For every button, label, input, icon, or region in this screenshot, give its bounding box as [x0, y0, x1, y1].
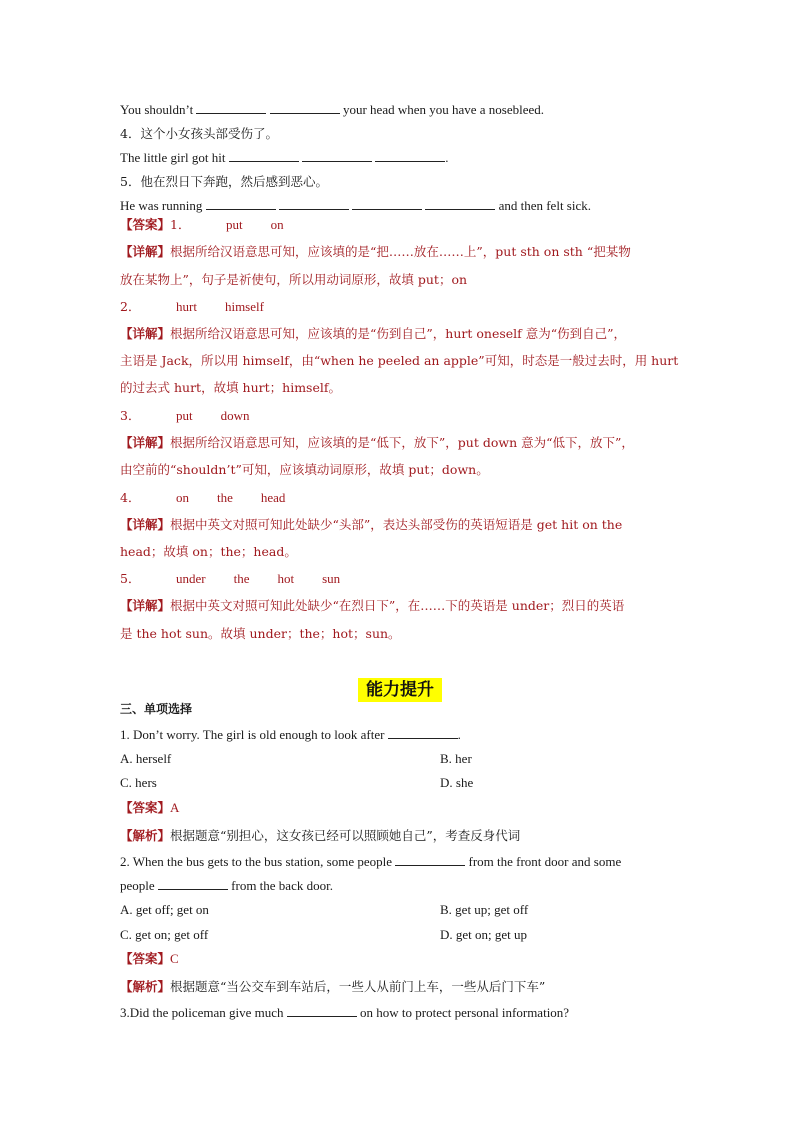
mcq-2-option-c: C. get on; get off: [120, 927, 209, 942]
detail-2-line-1: 【详解】根据所给汉语意思可知，应该填的是“伤到自己”，hurt oneself 意为“伤到自己”，: [120, 326, 627, 341]
answer-1: 【答案】1． put on: [120, 217, 284, 232]
mcq-2-stem-line-1: 2. When the bus gets to the bus station, some people from the front door and some: [120, 854, 622, 869]
mcq-2-stem-line-2: people from the back door.: [120, 878, 333, 893]
question-4-english: The little girl got hit .: [120, 150, 449, 165]
answer-blank: [196, 100, 266, 114]
answer-blank: [206, 196, 276, 210]
detail-3-line-2: 由空前的“shouldn’t”可知，应该填动词原形，故填 put；down。: [120, 462, 489, 477]
detail-5-line-1: 【详解】根据中英文对照可知此处缺少“在烈日下”，在……下的英语是 under；烈日的英语: [120, 598, 625, 613]
mcq-1-option-a: A. herself: [120, 751, 172, 766]
mcq-2-answer: 【答案】C: [120, 951, 179, 966]
question-5-chinese: 5．他在烈日下奔跑，然后感到恶心。: [120, 174, 328, 189]
mcq-2-option-d: D. get on; get up: [440, 927, 528, 942]
answer-blank: [425, 196, 495, 210]
answer-2: 2． hurt himself: [120, 299, 264, 314]
detail-1-line-2: 放在某物上”，句子是祈使句，所以用动词原形，故填 put；on: [120, 272, 468, 287]
detail-4-line-1: 【详解】根据中英文对照可知此处缺少“头部”，表达头部受伤的英语短语是 get hit on the: [120, 517, 623, 532]
mcq-1-option-d: D. she: [440, 775, 474, 790]
answer-blank: [388, 725, 458, 739]
section-title: 能力提升: [358, 678, 442, 702]
answer-blank: [375, 148, 445, 162]
answer-blank: [395, 852, 465, 866]
answer-blank: [352, 196, 422, 210]
detail-2-line-3: 的过去式 hurt，故填 hurt；himself。: [120, 380, 341, 395]
detail-5-line-2: 是 the hot sun。故填 under；the；hot；sun。: [120, 626, 401, 641]
mcq-1-answer: 【答案】A: [120, 800, 180, 815]
detail-2-line-2: 主语是 Jack，所以用 himself，由“when he peeled an apple”可知，时态是一般过去时，用 hurt: [120, 353, 679, 368]
question-3-english: You shouldn’t your head when you have a nosebleed.: [120, 102, 545, 117]
mcq-1-option-b: B. her: [440, 751, 472, 766]
question-5-english: He was running and then felt sick.: [120, 198, 591, 213]
answer-blank: [287, 1003, 357, 1017]
answer-blank: [270, 100, 340, 114]
answer-5: 5． under the hot sun: [120, 571, 341, 586]
detail-1-line-1: 【详解】根据所给汉语意思可知，应该填的是“把……放在……上”，put sth on sth “把某物: [120, 244, 631, 259]
detail-4-line-2: head；故填 on；the；head。: [120, 544, 297, 559]
answer-blank: [229, 148, 299, 162]
detail-3-line-1: 【详解】根据所给汉语意思可知，应该填的是“低下，放下”，put down 意为“低下，放下”，: [120, 435, 634, 450]
mcq-2-option-b: B. get up; get off: [440, 902, 529, 917]
section-subtitle: 三、单项选择: [120, 702, 193, 716]
answer-3: 3． put down: [120, 408, 250, 423]
mcq-3-stem: 3.Did the policeman give much on how to protect personal information?: [120, 1005, 570, 1020]
mcq-2-option-a: A. get off; get on: [120, 902, 209, 917]
mcq-2-analysis: 【解析】根据题意“当公交车到车站后，一些人从前门上车，一些从后门下车”: [120, 979, 546, 994]
mcq-1-stem: 1. Don’t worry. The girl is old enough to look after .: [120, 727, 461, 742]
mcq-1-analysis: 【解析】根据题意“别担心，这女孩已经可以照顾她自己”，考查反身代词: [120, 828, 521, 843]
question-4-chinese: 4．这个小女孩头部受伤了。: [120, 126, 278, 141]
answer-blank: [279, 196, 349, 210]
answer-blank: [158, 876, 228, 890]
answer-blank: [302, 148, 372, 162]
mcq-1-option-c: C. hers: [120, 775, 157, 790]
answer-4: 4． on the head: [120, 490, 286, 505]
